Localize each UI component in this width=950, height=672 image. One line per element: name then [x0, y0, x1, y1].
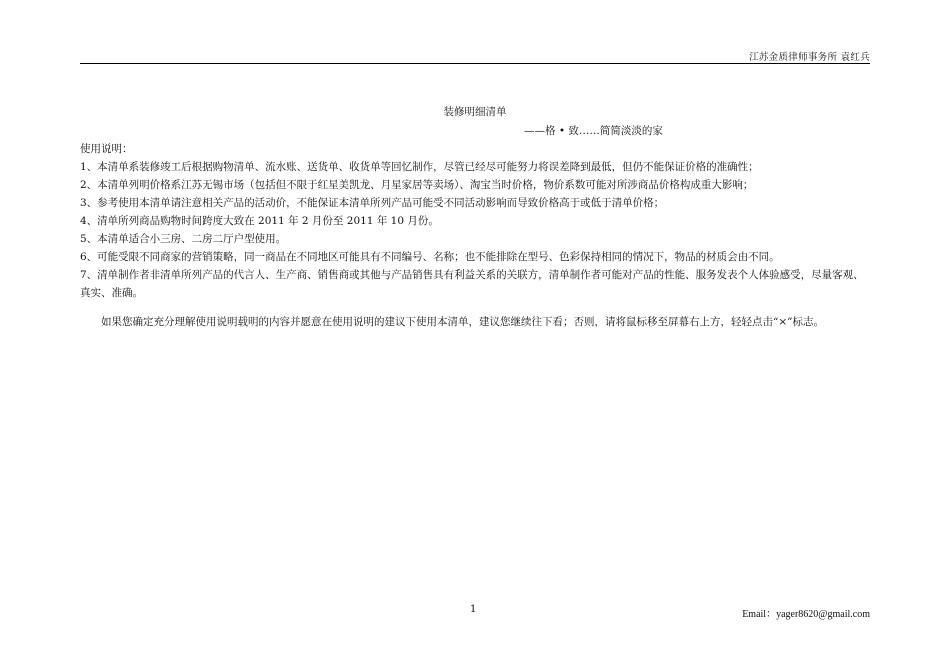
usage-note: 如果您确定充分理解使用说明载明的内容并愿意在使用说明的建议下使用本清单，建议您继续往下看；否则，请将鼠标移至屏幕右上方，轻轻点击“×”标志。: [101, 316, 825, 328]
usage-item-5: 5、本清单适合小三房、二房二厅户型使用。: [80, 233, 287, 245]
usage-item-3: 3、参考使用本清单请注意相关产品的活动价，不能保证本清单所列产品可能受不同活动影响而导致价格高于或低于清单价格；: [80, 197, 665, 209]
usage-item-7: 7、清单制作者非清单所列产品的代言人、生产商、销售商或其他与产品销售具有利益关系的关联方，清单制作者可能对产品的性能、服务发表个人体验感受，尽量客观、真实、准确。: [80, 269, 864, 299]
header-divider: [80, 63, 870, 64]
header-firm-name: 江苏金质律师事务所 袁红兵: [749, 52, 870, 63]
usage-item-4: 4、清单所列商品购物时间跨度大致在 2011 年 2 月份至 2011 年 10 月份。: [80, 215, 439, 227]
usage-instructions: [80, 140, 872, 302]
footer-email: Email：yager8620@gmail.com: [742, 609, 870, 620]
usage-item-2: 2、本清单列明价格系江苏无锡市场（包括但不限于红星美凯龙、月星家居等卖场）、淘宝当时价格，物价系数可能对所涉商品价格构成重大影响；: [80, 179, 754, 191]
page-number: 1: [470, 604, 477, 615]
usage-item-1: 1、本清单系装修竣工后根据购物清单、流水账、送货单、收货单等回忆制作，尽管已经尽可能努力将误差降到最低，但仍不能保证价格的准确性；: [80, 161, 759, 173]
document-title: 装修明细清单: [443, 106, 507, 118]
usage-item-6: 6、可能受限不同商家的营销策略，同一商品在不同地区可能具有不同编号、名称；也不能排除在型号、色彩保持相同的情况下，物品的材质会由不同。: [80, 251, 780, 263]
usage-heading: 使用说明：: [80, 143, 133, 155]
document-subtitle: ——格 • 致……简简淡淡的家: [524, 125, 663, 137]
